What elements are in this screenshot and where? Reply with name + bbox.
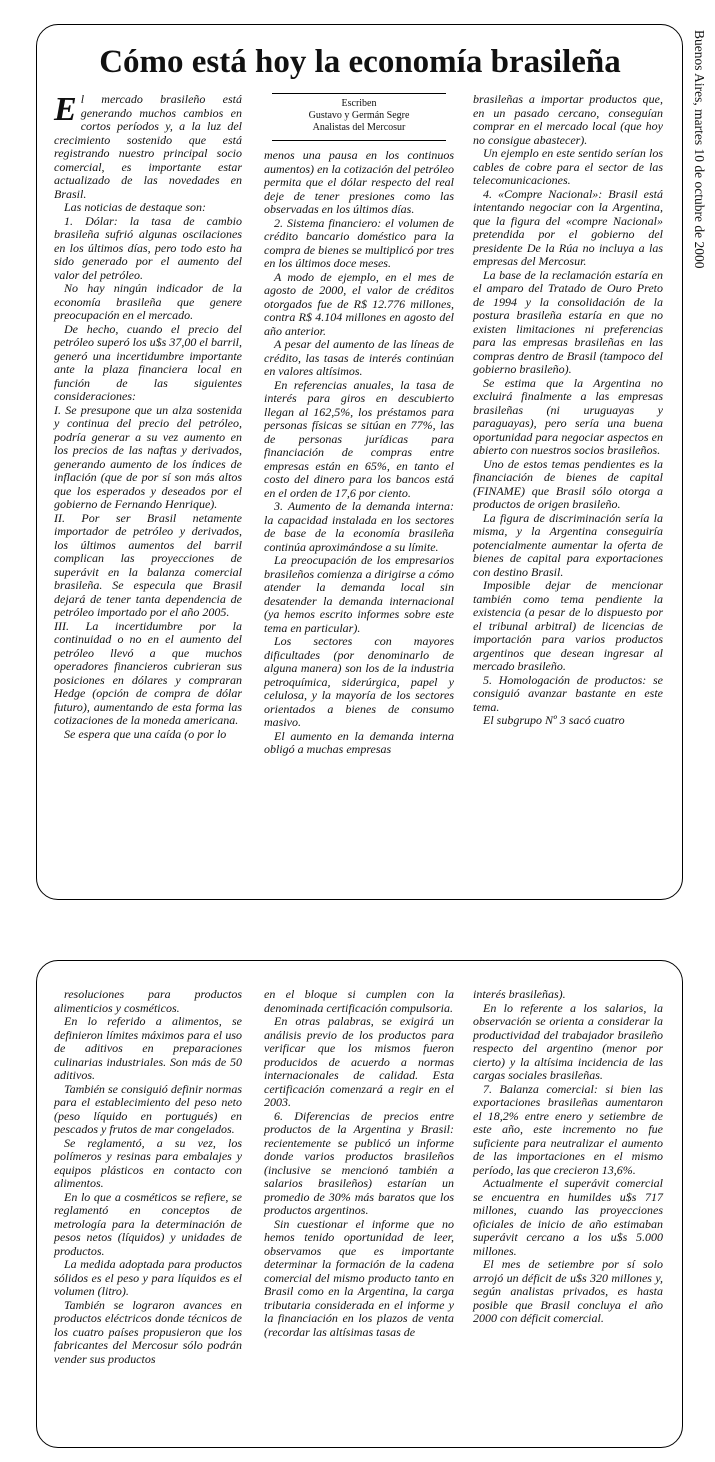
paragraph: interés brasileñas). bbox=[473, 987, 566, 1001]
paragraph: Las noticias de destaque son: bbox=[64, 200, 206, 214]
paragraph: III. La incertidumbre por la continuidad o no en el aumento del petróleo llevó a que muchos operadores financieros cubrieran sus posiciones en dólares y compraran Hedge (opción de compra de dólar futuro), aumentando de esta forma las cotizaciones de la moneda americana. bbox=[54, 618, 242, 727]
paragraph: En lo referido a alimentos, se definieron límites máximos para el uso de aditivos en preparaciones culinarias industriales. Son más de 50 aditivos. bbox=[54, 1014, 242, 1082]
paragraph: Imposible dejar de mencionar también como tema pendiente la existencia (a pesar de lo dispuesto por el tribunal arbitral) de licencias de importación para varios productos argentinos que desean ingresar al mercado brasileño. bbox=[473, 578, 663, 673]
paragraph: Actualmente el superávit comercial se encuentra en humildes u$s 717 millones, cuando las proyecciones oficiales de inicio de año estimaban superávit cercano a los u$s 5.000 millones. bbox=[473, 1176, 663, 1258]
paragraph: La medida adoptada para productos sólidos es el peso y para líquidos es el volumen (litro). bbox=[54, 1257, 242, 1298]
paragraph: I. Se presupone que un alza sostenida y continua del precio del petróleo, podría generar a su vez aumento en los precios de las naftas y derivados, generando aumento de los índices de inflación (que de por sí son más altos que los esperados y deseados por el gobierno de Fernando Henrique). bbox=[54, 402, 242, 511]
paragraph: 6. Diferencias de precios entre productos de la Argentina y Brasil: recientemente se publicó un informe donde varios productos brasileños (inclusive se mencionó también a salarios brasileños) estarían un promedio de 30% más baratos que los productos argentinos. bbox=[264, 1108, 454, 1217]
article-column-4 bbox=[54, 988, 242, 1366]
paragraph: A pesar del aumento de las líneas de crédito, las tasas de interés continúan en valores altísimos. bbox=[264, 337, 454, 378]
paragraph: No hay ningún indicador de la economía brasileña que genere preocupación en el mercado. bbox=[54, 281, 242, 322]
paragraph: También se lograron avances en productos eléctricos donde técnicos de los cuatro países propusieron que los fabricantes del Mercosur sólo podrán vender sus productos bbox=[54, 1297, 242, 1366]
paragraph: En lo que a cosméticos se refiere, se reglamentó en conceptos de metrología para la determinación de pesos netos (líquidos) y unidades de productos. bbox=[54, 1189, 242, 1258]
paragraph: 5. Homologación de productos: se consiguió avanzar bastante en este tema. bbox=[473, 672, 663, 714]
byline-role: Analistas del Mercosur bbox=[312, 122, 406, 133]
article-column-5 bbox=[264, 988, 454, 1339]
paragraph: 7. Balanza comercial: si bien las exportaciones brasileñas aumentaron el 18,2% entre enero y setiembre de este año, este incremento no fue suficiente para neutralizar el aumento de las importaciones en el mismo período, las que crecieron 13,6%. bbox=[473, 1081, 663, 1177]
drop-cap: E bbox=[54, 91, 77, 128]
dateline: Buenos Aires, martes 10 de octubre de 2000 bbox=[692, 30, 707, 269]
article-column-6 bbox=[473, 988, 663, 1326]
paragraph: En referencias anuales, la tasa de interés para giros en descubierto llegan al 162,5%, los préstamos para personas físicas se sitúan en 77%, las de personas jurídicas para financiación de compras entre empresas están en 65%, en tanto el costo del dinero para los bancos está en el orden de 17,6 por ciento. bbox=[264, 377, 454, 500]
paragraph: La figura de discriminación sería la misma, y la Argentina conseguiría potencialmente aumentar la oferta de bienes de capital para exportaciones con destino Brasil. bbox=[473, 510, 663, 579]
paragraph: De hecho, cuando el precio del petróleo superó los u$s 37,00 el barril, generó una incertidumbre importante ante la plaza financiera local en función de las siguientes consideraciones: bbox=[54, 321, 242, 403]
byline-label: Escriben bbox=[341, 98, 377, 109]
paragraph: 4. «Compre Nacional»: Brasil está intentando negociar con la Argentina, que la figura del «compre Nacional» pretendida por el gobierno del presidente De la Rúa no incluya a las empresas del Mercosur. bbox=[473, 186, 663, 268]
paragraph: Los sectores con mayores dificultades (por denominarlo de alguna manera) son los de la industria petroquímica, siderúrgica, papel y celulosa, y la mayoría de los sectores orientados a bienes de consumo masivo. bbox=[264, 634, 454, 729]
paragraph: en el bloque si cumplen con la denominada certificación compulsoria. bbox=[264, 987, 454, 1015]
article-column-2 bbox=[264, 93, 454, 757]
paragraph: 1. Dólar: la tasa de cambio brasileña sufrió algunas oscilaciones en los últimos días, pero todo esto ha sido generado por el aumento del valor del petróleo. bbox=[54, 213, 242, 282]
paragraph: Un ejemplo en este sentido serían los cables de cobre para el sector de las telecomunicaciones. bbox=[473, 146, 663, 187]
paragraph: En otras palabras, se exigirá un análisis previo de los productos para verificar que los mismos fueron producidos de acuerdo a normas internacionales de calidad. Esta certificación comenzará a regir en el 2003. bbox=[264, 1014, 454, 1109]
paragraph: En lo referente a los salarios, la observación se orienta a considerar la productividad del trabajador brasileño respecto del argentino (menor por cierto) y la altísima incidencia de las cargas sociales brasileñas. bbox=[473, 1000, 663, 1082]
paragraph: El aumento en la demanda interna obligó a muchas empresas bbox=[264, 728, 454, 756]
paragraph: menos una pausa en los continuos aumentos) en la cotización del petróleo permita que el dólar respecto del real deje de tener presiones como las observadas en los últimos días. bbox=[264, 148, 454, 216]
byline bbox=[272, 93, 446, 141]
paragraph: La preocupación de los empresarios brasileños comienza a dirigirse a cómo atender la demanda local sin desatender la demanda internacional (ya hemos escrito informes sobre este tema en particular). bbox=[264, 553, 454, 635]
paragraph: El mercado brasileño está generando muchos cambios en cortos períodos y, a la luz del crecimiento sostenido que está registrando nuestro principal socio comercial, es importante estar actualizado de las novedades en Brasil. bbox=[54, 91, 242, 201]
paragraph: A modo de ejemplo, en el mes de agosto de 2000, el valor de créditos otorgados fue de R$ 12.776 millones, contra R$ 4.104 millones en agosto del año anterior. bbox=[264, 269, 454, 338]
paragraph: Se estima que la Argentina no excluirá finalmente a las empresas brasileñas (ni uruguayas y paraguayas), pero sería una buena oportunidad para negociar aspectos en abierto con nuestros socios brasileños. bbox=[473, 375, 663, 457]
paragraph: La base de la reclamación estaría en el amparo del Tratado de Ouro Preto de 1994 y la consolidación de la postura brasileña estaría en que no existen limitaciones ni preferencias para las empresas brasileñas en las compras dentro de Brasil (tampoco del gobierno brasileño). bbox=[473, 267, 663, 376]
byline-authors: Gustavo y Germán Segre bbox=[308, 110, 410, 121]
article-column-3 bbox=[473, 93, 663, 728]
paragraph: El subgrupo Nº 3 sacó cuatro bbox=[483, 713, 625, 727]
paragraph: Se reglamentó, a su vez, los polímeros y resinas para embalajes y equipos plásticos en contacto con alimentos. bbox=[54, 1135, 242, 1190]
paragraph: Uno de estos temas pendientes es la financiación de bienes de capital (FINAME) que Brasil sólo otorga a productos de origen brasileño. bbox=[473, 456, 663, 511]
paragraph: brasileñas a importar productos que, en un pasado cercano, conseguían comprar en el mercado local (que hoy no consigue abastecer). bbox=[473, 92, 663, 147]
paragraph: resoluciones para productos alimenticios y cosméticos. bbox=[54, 987, 242, 1015]
paragraph: 2. Sistema financiero: el volumen de crédito bancario doméstico para la compra de bienes se multiplicó por tres en los últimos doce meses. bbox=[264, 215, 454, 270]
paragraph: Se espera que una caída (o por lo bbox=[64, 726, 227, 741]
paragraph: El mes de setiembre por sí solo arrojó un déficit de u$s 320 millones y, según analistas privados, es hasta posible que Brasil concluya el año 2000 con déficit comercial. bbox=[473, 1257, 663, 1325]
article-title: Cómo está hoy la economía brasileña bbox=[99, 44, 621, 80]
article-column-1 bbox=[54, 93, 242, 741]
paragraph: II. Por ser Brasil netamente importador de petróleo y derivados, los últimos aumentos del barril complican las proyecciones de superávit en la balanza comercial brasileña. Se especula que Brasil dejará de tener tanta dependencia de petróleo importado por el año 2005. bbox=[54, 510, 242, 619]
paragraph: 3. Aumento de la demanda interna: la capacidad instalada en los sectores de base de la economía brasileña continúa aproximándose a su límite. bbox=[264, 499, 454, 554]
paragraph: También se consiguió definir normas para el establecimiento del peso neto (peso líquido en portugués) en pescados y frutos de mar congelados. bbox=[54, 1081, 242, 1136]
paragraph: Sin cuestionar el informe que no hemos tenido oportunidad de leer, observamos que es importante determinar la formación de la cadena comercial del mismo producto tanto en Brasil como en la Argentina, la carga tributaria considerada en el informe y la financiación en los plazos de venta (recordar las altísimas tasas de bbox=[264, 1216, 454, 1339]
